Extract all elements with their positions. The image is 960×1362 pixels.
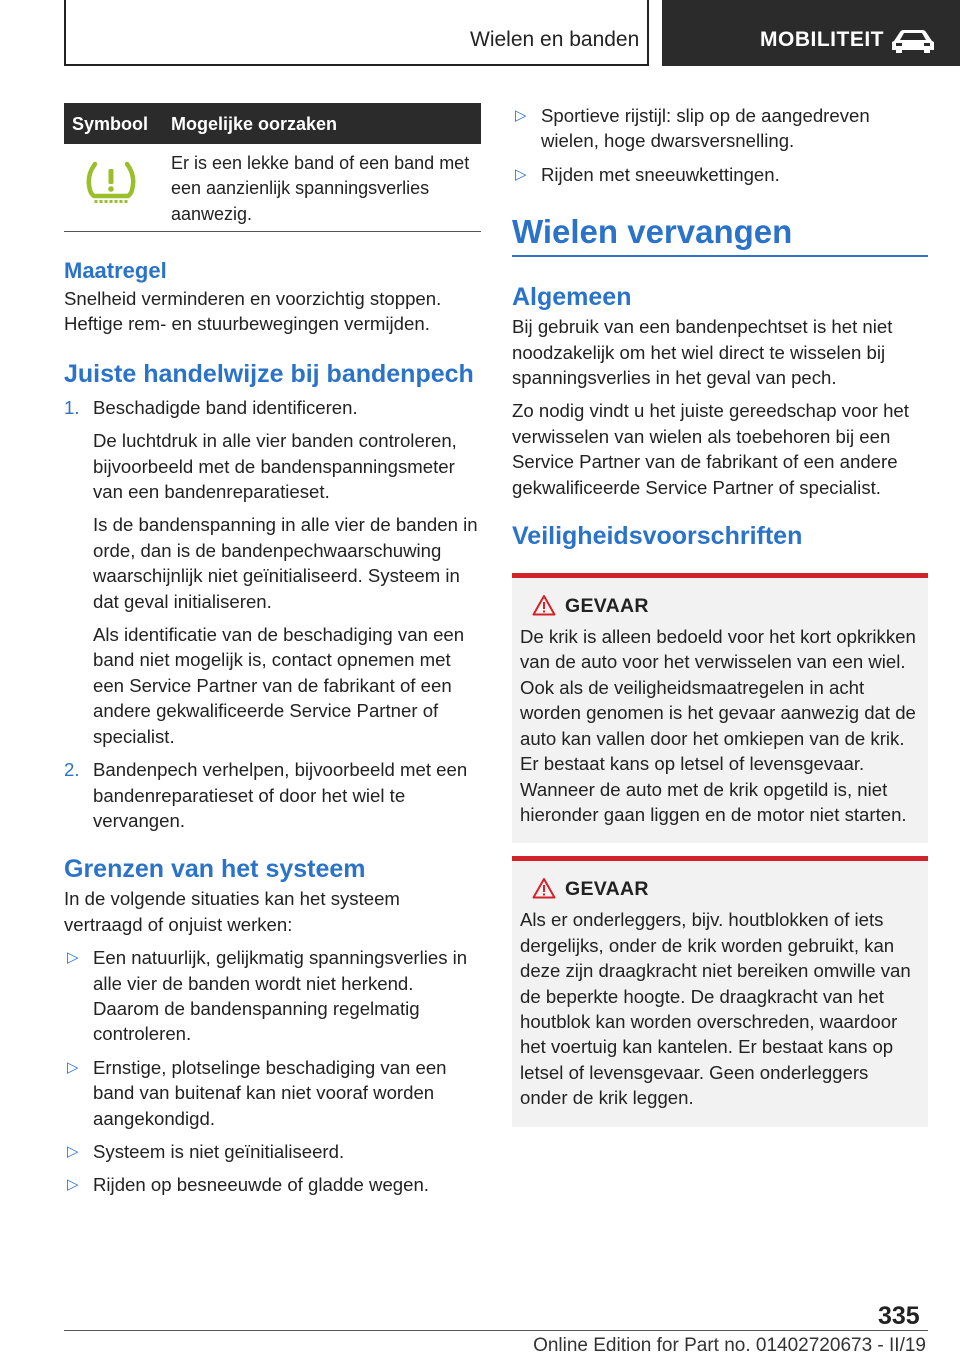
table-cell-cause: Er is een lekke band of een band met een aanzienlijk spanningsverlies aanwezig. — [171, 153, 470, 224]
list-item-text: Een natuurlijk, gelijkmatig spanningsverlies in alle vier de banden wordt niet herkend. Daarom de bandenspanning regelmatig controleren. — [93, 947, 468, 1045]
chapter-tab[interactable] — [662, 0, 960, 66]
warning-text: Als er onderleggers, bijv. houtblokken of iets dergelijks, onder de krik worden gebruikt, kan deze zijn draagkracht niet bereiken omwille van de beperkte hoogte. De draagkracht van het houtblok kan worden overschreden, waardoor het voertuig kan kantelen. Er bestaat kans op letsel of levensgevaar. Geen onderleggers onder de krik leggen. — [520, 909, 911, 1109]
algemeen-text-1: Bij gebruik van een bandenpechtset is het niet noodzakelijk om het wiel direct te wisselen bij spanningsverlies in het geval van pech. — [512, 316, 893, 389]
page-header — [0, 0, 960, 68]
heading-maatregel: Maatregel — [64, 258, 167, 283]
car-icon — [890, 28, 936, 54]
step-text: Als identificatie van de beschadiging van een band niet mogelijk is, contact opnemen met een Service Partner van de fabrikant of een andere gekwalificeerde Service Partner of specialist. — [93, 624, 465, 747]
list-item — [64, 1139, 481, 1164]
step-number: 2. — [64, 759, 80, 781]
footer-divider — [64, 1330, 928, 1331]
heading-algemeen: Algemeen — [512, 283, 632, 312]
header-divider — [64, 64, 648, 66]
list-item-text: Rijden met sneeuwkettingen. — [541, 163, 780, 185]
section-title: Wielen en banden — [470, 28, 640, 51]
list-item — [512, 162, 928, 187]
warning-box — [512, 856, 928, 1126]
column-header-symbol: Symbool — [72, 114, 149, 134]
header-divider — [64, 0, 66, 66]
warning-header — [520, 594, 920, 624]
list-item — [64, 945, 481, 1047]
step-item — [64, 757, 481, 833]
step-text: Beschadigde band identificeren. — [93, 396, 358, 418]
heading-grenzen: Grenzen van het systeem — [64, 855, 366, 884]
list-item — [64, 1172, 481, 1197]
list-item-text: Sportieve rijstijl: slip op de aangedreven wielen, hoge dwarsversnelling. — [541, 105, 870, 152]
list-item-text: Rijden op besneeuwde of gladde wegen. — [93, 1174, 429, 1196]
heading-wielen-vervangen: Wielen vervangen — [512, 213, 928, 257]
step-item — [64, 395, 481, 749]
step-text: De luchtdruk in alle vier banden controleren, bijvoorbeeld met de bandenspanningsmeter van een bandenreparatieset. — [93, 430, 457, 503]
warning-header — [520, 877, 920, 907]
step-text: Is de bandenspanning in alle vier de banden in orde, dan is de bandenpechwaarschuwing waarschijnlijk niet geïnitialiseerd. Systeem in dat geval initialiseren. — [93, 514, 478, 612]
step-text: Bandenpech verhelpen, bijvoorbeeld met een bandenreparatieset of door het wiel te vervangen. — [93, 759, 468, 831]
limits-list — [64, 945, 481, 1198]
footer-edition: Online Edition for Part no. 01402720673 - II/19 — [533, 1335, 926, 1356]
bullet-triangle-icon: ▷ — [67, 1142, 79, 1160]
warning-triangle-icon — [532, 594, 556, 616]
left-column — [64, 103, 481, 1198]
heading-veiligheidsvoorschriften: Veiligheidsvoorschriften — [512, 522, 803, 551]
page-number: 335 — [878, 1302, 920, 1330]
warning-box — [512, 573, 928, 843]
list-item — [64, 1055, 481, 1131]
column-header-causes: Mogelijke oorzaken — [171, 114, 338, 134]
bullet-triangle-icon: ▷ — [67, 1058, 79, 1076]
bullet-triangle-icon: ▷ — [67, 949, 79, 967]
list-item — [512, 103, 928, 154]
list-item-text: Ernstige, plotselinge beschadiging van een band van buitenaf kan niet vooraf worden aangekondigd. — [93, 1056, 447, 1129]
chapter-tab-label: MOBILITEIT — [760, 28, 884, 51]
steps-list — [64, 395, 481, 834]
step-number: 1. — [64, 396, 80, 418]
heading-juiste-handelwijze: Juiste handelwijze bij bandenpech — [64, 359, 474, 388]
table-row — [64, 144, 481, 232]
limits-list-continued — [512, 103, 928, 187]
warning-title: GEVAAR — [565, 595, 649, 618]
warning-triangle-icon — [532, 877, 556, 899]
header-divider — [647, 0, 649, 66]
grenzen-intro: In de volgende situaties kan het systeem vertraagd of onjuist werken: — [64, 888, 400, 935]
warning-text: De krik is alleen bedoeld voor het kort opkrikken van de auto voor het verwisselen van een wiel. Ook als de veiligheidsmaatregelen in acht worden genomen is het gevaar aanwezig dat de auto kan vallen door het omkiepen van de krik. Er bestaat kans op letsel of levensgevaar. Wanneer de auto met de krik opgetild is, niet hieronder gaan liggen en de motor niet starten. — [520, 626, 916, 825]
right-column — [512, 103, 928, 1127]
list-item-text: Systeem is niet geïnitialiseerd. — [93, 1140, 345, 1162]
algemeen-text-2: Zo nodig vindt u het juiste gereedschap voor het verwisselen van wielen als toebehoren bij een Service Partner van de fabrikant of een andere gekwalificeerde Service Partner of specialist. — [512, 400, 909, 498]
bullet-triangle-icon: ▷ — [515, 165, 527, 183]
maatregel-text: Snelheid verminderen en voorzichtig stoppen. Heftige rem- en stuurbewegingen vermijden. — [64, 288, 442, 335]
warning-title: GEVAAR — [565, 878, 649, 901]
tire-pressure-warning-icon — [82, 160, 140, 206]
bullet-triangle-icon: ▷ — [515, 107, 527, 124]
table-header — [64, 103, 481, 144]
bullet-triangle-icon: ▷ — [67, 1176, 79, 1194]
